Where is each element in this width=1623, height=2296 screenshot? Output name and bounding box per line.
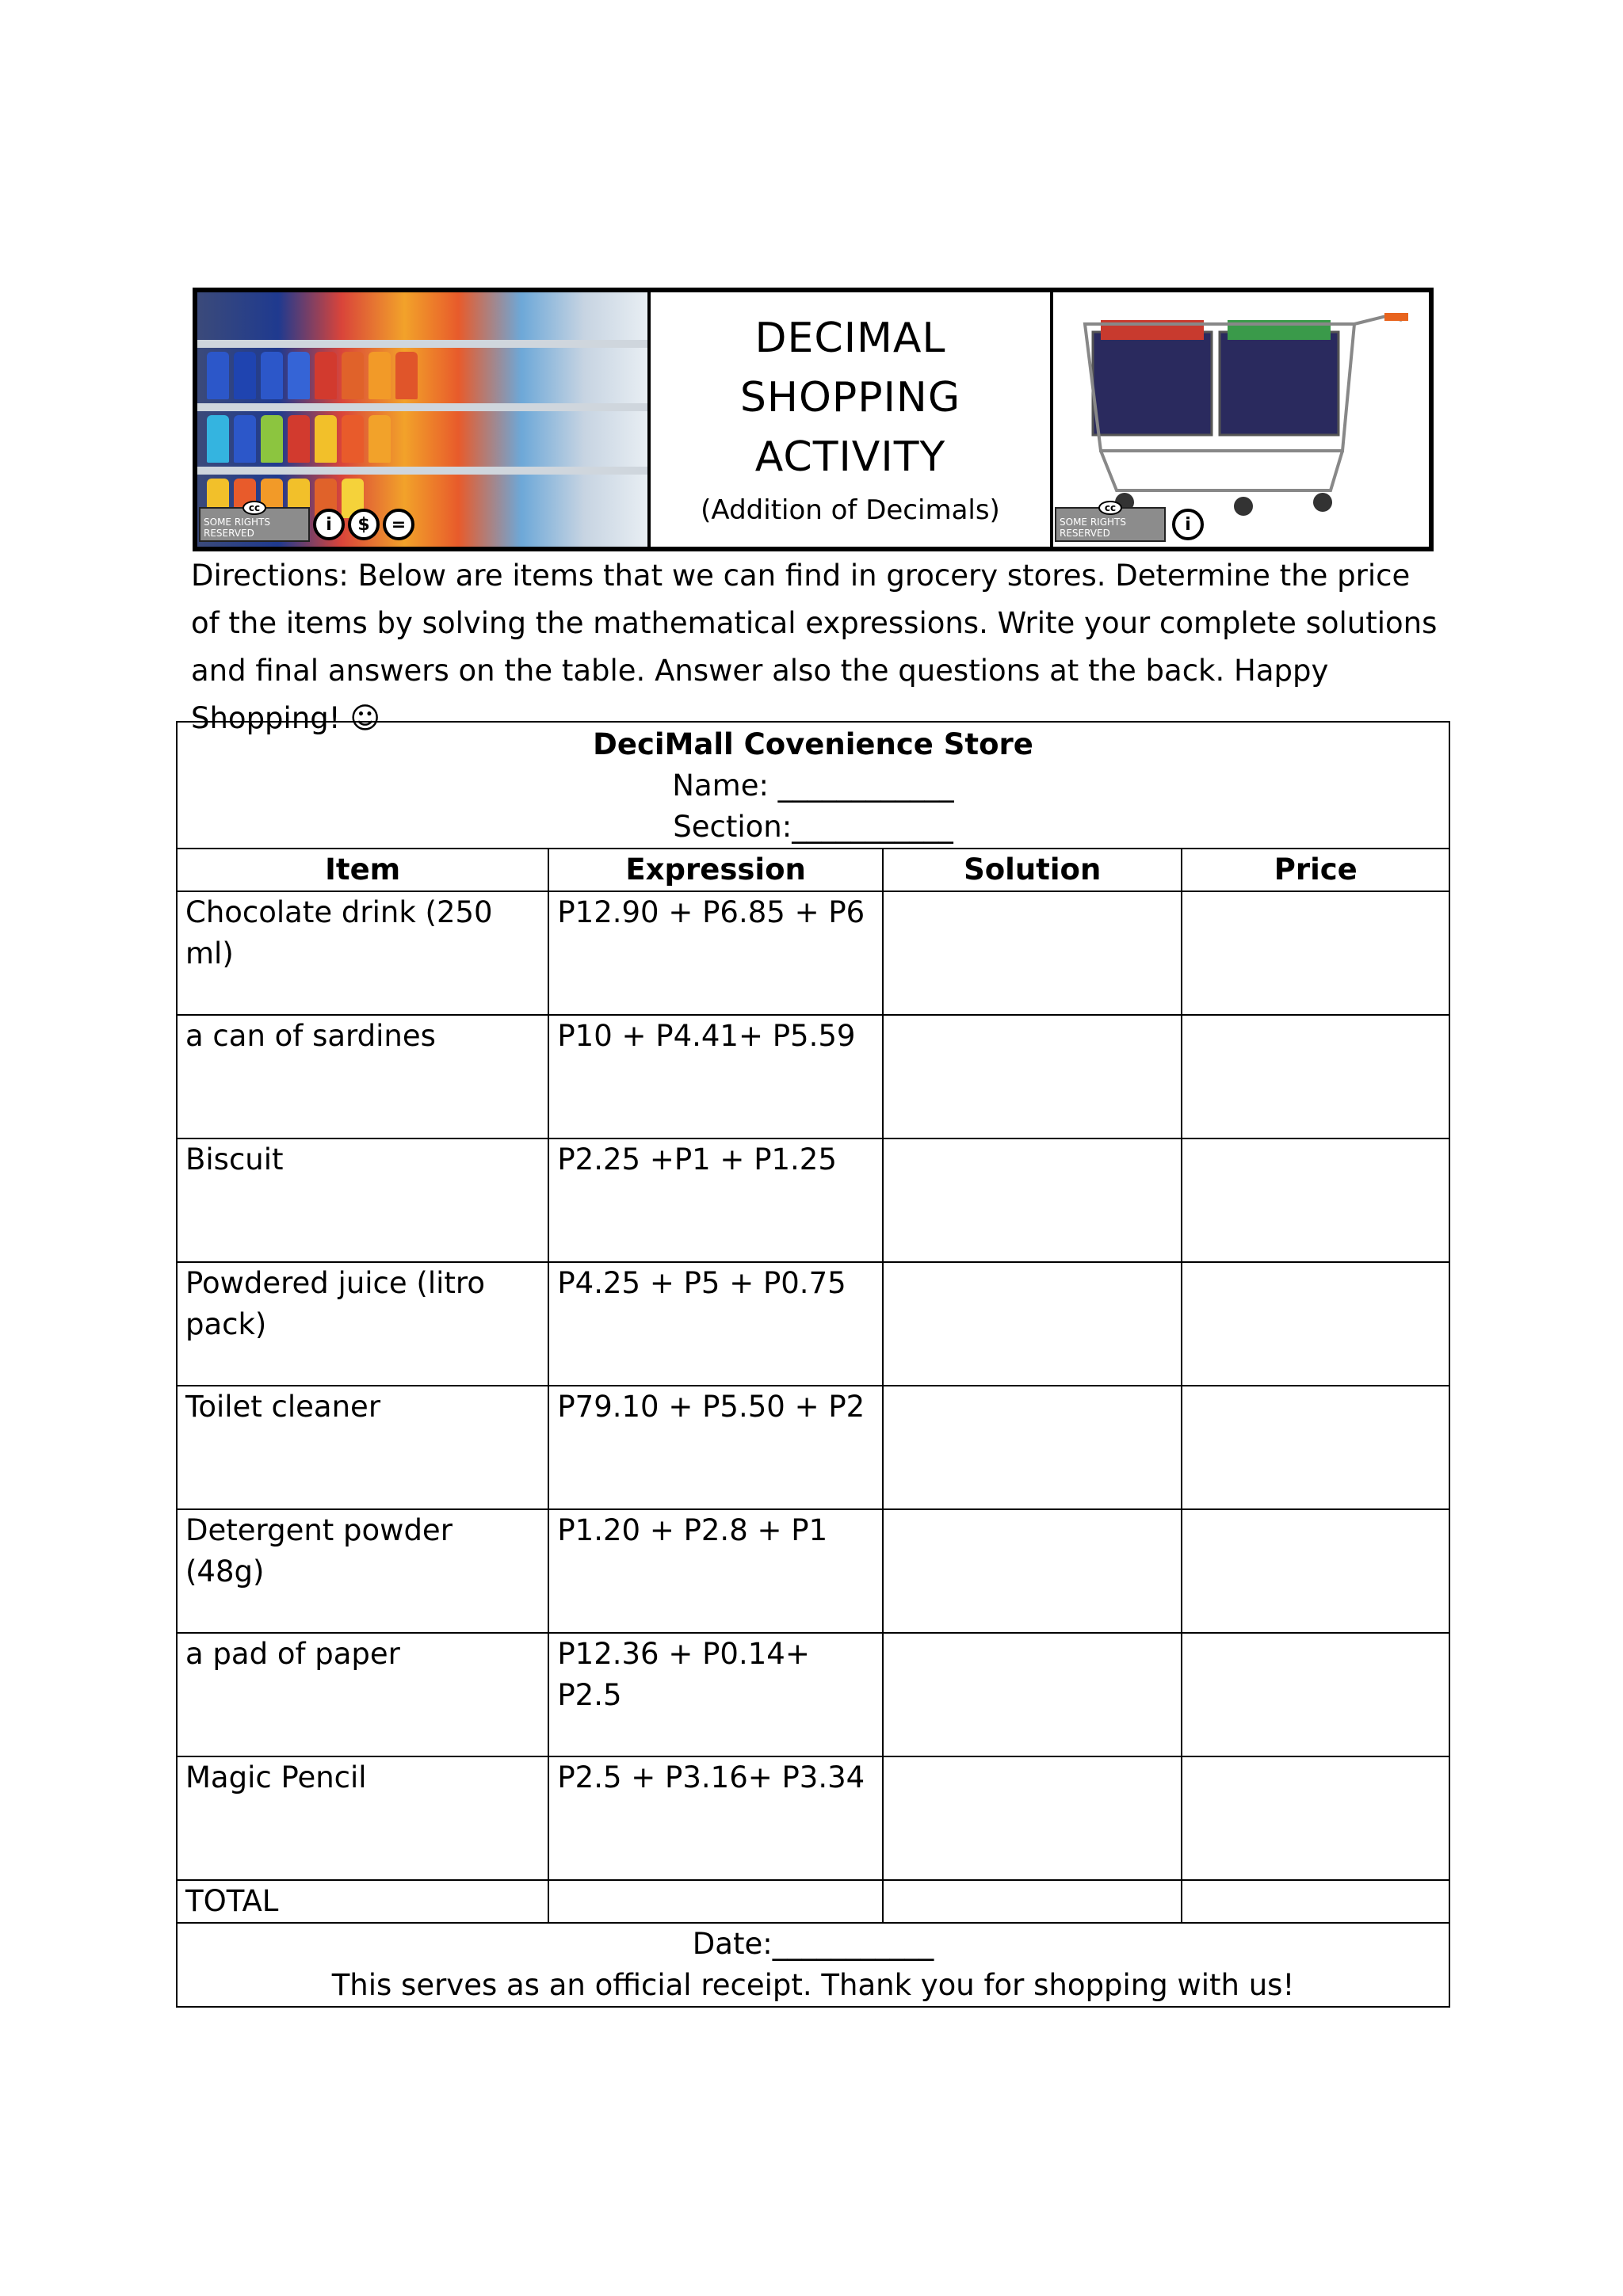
store-name: DeciMall Covenience Store xyxy=(593,727,1033,761)
solution-cell[interactable] xyxy=(883,1756,1182,1880)
table-row xyxy=(177,1756,1449,1880)
title-box xyxy=(651,292,1053,547)
receipt-note: This serves as an official receipt. Thank you for shopping with us! xyxy=(331,1968,1295,2002)
item-name: Toilet cleaner xyxy=(177,1386,548,1509)
item-expression: P79.10 + P5.50 + P2 xyxy=(548,1386,883,1509)
price-cell[interactable] xyxy=(1182,1756,1449,1880)
shopping-cart-icon xyxy=(1069,300,1429,522)
column-header-item: Item xyxy=(177,849,548,891)
cc-license-badge-right: cc SOME RIGHTS RESERVED xyxy=(1055,507,1166,542)
item-expression: P2.5 + P3.16+ P3.34 xyxy=(548,1756,883,1880)
price-cell[interactable] xyxy=(1182,891,1449,1015)
nc-icon: $ xyxy=(348,509,380,540)
cc-license-badge: cc SOME RIGHTS RESERVED xyxy=(199,507,310,542)
item-name: Detergent powder (48g) xyxy=(177,1509,548,1633)
name-field: Name: ____________ xyxy=(672,769,954,803)
column-header-expression: Expression xyxy=(548,849,883,891)
shopping-cart-photo xyxy=(1053,292,1429,547)
price-cell[interactable] xyxy=(1182,1138,1449,1262)
item-name: a can of sardines xyxy=(177,1015,548,1138)
page-subtitle: (Addition of Decimals) xyxy=(701,494,1000,526)
price-cell[interactable] xyxy=(1182,1386,1449,1509)
item-expression: P4.25 + P5 + P0.75 xyxy=(548,1262,883,1386)
page-title-line-1: DECIMAL xyxy=(754,315,946,362)
solution-cell[interactable] xyxy=(883,1138,1182,1262)
item-name: Magic Pencil xyxy=(177,1756,548,1880)
table-row xyxy=(177,1015,1449,1138)
total-solution-cell[interactable] xyxy=(883,1880,1182,1923)
grocery-shelves-photo xyxy=(197,292,651,547)
page-title-line-2: SHOPPING xyxy=(739,374,961,421)
directions-text: Directions: Below are items that we can find in grocery stores. Determine the price of the items by solving the mathematical expressions. Write your complete solutions and final answers on the table. Answer also the questions at the back. Happy Shopping! ☺ xyxy=(191,559,1438,735)
date-field: Date:___________ xyxy=(692,1927,934,1961)
solution-cell[interactable] xyxy=(883,891,1182,1015)
solution-cell[interactable] xyxy=(883,1262,1182,1386)
item-expression: P1.20 + P2.8 + P1 xyxy=(548,1509,883,1633)
solution-cell[interactable] xyxy=(883,1509,1182,1633)
nd-icon: = xyxy=(383,509,414,540)
price-cell[interactable] xyxy=(1182,1015,1449,1138)
total-label: TOTAL xyxy=(177,1880,548,1923)
column-header-solution: Solution xyxy=(883,849,1182,891)
item-name: Biscuit xyxy=(177,1138,548,1262)
by-icon: i xyxy=(313,509,345,540)
price-cell[interactable] xyxy=(1182,1633,1449,1756)
total-expression-cell xyxy=(548,1880,883,1923)
table-row xyxy=(177,1386,1449,1509)
table-row xyxy=(177,1262,1449,1386)
table-row xyxy=(177,1138,1449,1262)
activity-banner xyxy=(193,288,1434,551)
receipt-footer xyxy=(177,1923,1449,2007)
table-row xyxy=(177,891,1449,1015)
solution-cell[interactable] xyxy=(883,1015,1182,1138)
table-row xyxy=(177,1633,1449,1756)
column-header-price: Price xyxy=(1182,849,1449,891)
item-expression: P10 + P4.41+ P5.59 xyxy=(548,1015,883,1138)
by-icon: i xyxy=(1172,509,1204,540)
page-title-line-3: ACTIVITY xyxy=(754,433,946,481)
item-name: Powdered juice (litro pack) xyxy=(177,1262,548,1386)
table-row xyxy=(177,1509,1449,1633)
total-price-cell[interactable] xyxy=(1182,1880,1449,1923)
price-cell[interactable] xyxy=(1182,1262,1449,1386)
solution-cell[interactable] xyxy=(883,1633,1182,1756)
price-cell[interactable] xyxy=(1182,1509,1449,1633)
item-expression: P12.90 + P6.85 + P6 xyxy=(548,891,883,1015)
receipt-header xyxy=(177,722,1449,849)
item-name: Chocolate drink (250 ml) xyxy=(177,891,548,1015)
item-name: a pad of paper xyxy=(177,1633,548,1756)
solution-cell[interactable] xyxy=(883,1386,1182,1509)
item-expression: P12.36 + P0.14+ P2.5 xyxy=(548,1633,883,1756)
total-row xyxy=(177,1880,1449,1923)
receipt-table xyxy=(176,721,1450,2008)
item-expression: P2.25 +P1 + P1.25 xyxy=(548,1138,883,1262)
section-field: Section:___________ xyxy=(673,810,953,844)
